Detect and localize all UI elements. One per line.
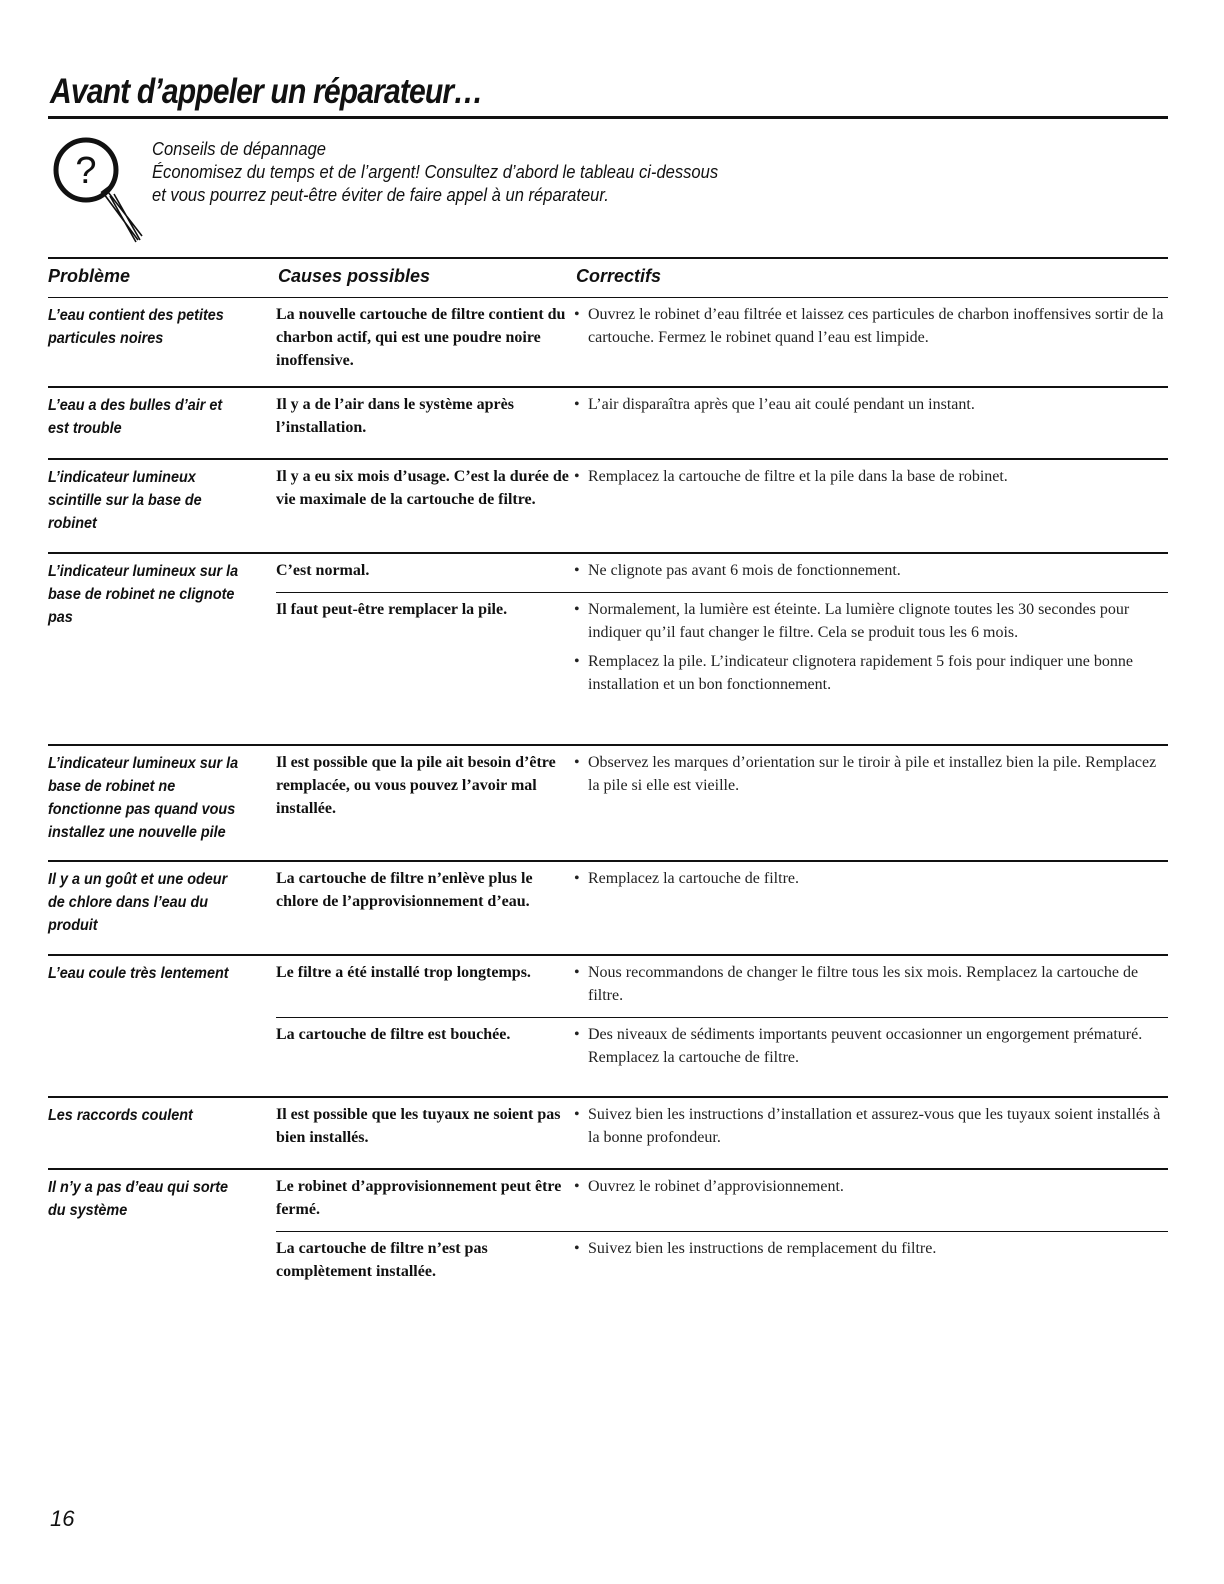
problem-cell: Il n’y a pas d’eau qui sorte du système bbox=[48, 1179, 229, 1219]
fixes-cell bbox=[574, 961, 1168, 1007]
fix-item: • Ouvrez le robinet d’approvisionnement. bbox=[574, 1175, 1168, 1198]
fixes-cell bbox=[574, 751, 1168, 820]
fixes-cell bbox=[574, 303, 1168, 372]
tips-line: et vous pourrez peut-être éviter de faire appel à un réparateur. bbox=[152, 185, 609, 205]
cause-cell: La nouvelle cartouche de filtre contient du charbon actif, qui est une poudre noire inoffensive. bbox=[276, 306, 566, 369]
table-body bbox=[48, 298, 1168, 1293]
fixes-cell bbox=[574, 598, 1168, 696]
tips-line: Économisez du temps et de l’argent! Consultez d’abord le tableau ci-dessous bbox=[152, 162, 719, 182]
cause-fix-pair bbox=[276, 862, 1168, 923]
magnifier-question-icon bbox=[52, 136, 148, 248]
table-row bbox=[48, 1096, 1168, 1168]
page-number: 16 bbox=[50, 1506, 75, 1531]
table-row bbox=[48, 458, 1168, 552]
cause-cell: C’est normal. bbox=[276, 562, 370, 579]
cause-cell: La cartouche de filtre n’enlève plus le chlore de l’approvisionnement d’eau. bbox=[276, 870, 533, 910]
troubleshooting-table bbox=[48, 257, 1168, 1293]
cause-cell: Il faut peut-être remplacer la pile. bbox=[276, 601, 508, 618]
fix-item: • Suivez bien les instructions d’installation et assurez-vous que les tuyaux soient installés à la bonne profondeur. bbox=[574, 1103, 1168, 1149]
fix-item: • Suivez bien les instructions de remplacement du filtre. bbox=[574, 1237, 1168, 1260]
header-fixes: Correctifs bbox=[576, 266, 662, 286]
table-header bbox=[48, 257, 1168, 298]
cause-fix-pair bbox=[276, 554, 1168, 592]
fix-item: • L’air disparaîtra après que l’eau ait coulé pendant un instant. bbox=[574, 393, 1168, 416]
page-title: Avant d’appeler un réparateur… bbox=[50, 72, 483, 111]
tips-block bbox=[152, 138, 980, 207]
cause-fix-pair bbox=[276, 1170, 1168, 1231]
fix-item: • Normalement, la lumière est éteinte. La lumière clignote toutes les 30 secondes pour indiquer qu’il faut changer le filtre. Cela se produit tous les 6 mois. bbox=[574, 598, 1168, 644]
cause-fix-pair bbox=[276, 388, 1168, 449]
cause-cell: Le robinet d’approvisionnement peut être fermé. bbox=[276, 1178, 562, 1218]
cause-cell: Le filtre a été installé trop longtemps. bbox=[276, 964, 531, 981]
problem-cell: L’indicateur lumineux scintille sur la base de robinet bbox=[48, 469, 202, 532]
cause-fix-pair bbox=[276, 1017, 1168, 1079]
cause-fix-pair bbox=[276, 956, 1168, 1017]
problem-cell: L’eau contient des petites particules noires bbox=[48, 307, 224, 347]
cause-fix-pair bbox=[276, 592, 1168, 706]
cause-cell: Il est possible que la pile ait besoin d’être remplacée, ou vous pouvez l’avoir mal installée. bbox=[276, 754, 556, 817]
problem-cell: L’eau coule très lentement bbox=[48, 965, 229, 982]
fix-item: • Observez les marques d’orientation sur le tiroir à pile et installez bien la pile. Remplacez la pile si elle est vieille. bbox=[574, 751, 1168, 797]
table-row bbox=[48, 298, 1168, 386]
table-row bbox=[48, 860, 1168, 954]
fixes-cell bbox=[574, 867, 1168, 913]
table-row bbox=[48, 1168, 1168, 1293]
table-row bbox=[48, 954, 1168, 1096]
problem-cell: L’eau a des bulles d’air et est trouble bbox=[48, 397, 223, 437]
title-rule bbox=[48, 116, 1168, 119]
fix-item: • Remplacez la cartouche de filtre et la pile dans la base de robinet. bbox=[574, 465, 1168, 488]
table-row bbox=[48, 552, 1168, 744]
cause-cell: Il y a de l’air dans le système après l’installation. bbox=[276, 396, 514, 436]
fixes-cell bbox=[574, 393, 1168, 439]
fix-item: • Remplacez la cartouche de filtre. bbox=[574, 867, 1168, 890]
cause-fix-pair bbox=[276, 746, 1168, 830]
problem-cell: Il y a un goût et une odeur de chlore dans l’eau du produit bbox=[48, 871, 228, 934]
cause-fix-pair bbox=[276, 298, 1168, 382]
cause-cell: La cartouche de filtre n’est pas complètement installée. bbox=[276, 1240, 488, 1280]
cause-fix-pair bbox=[276, 1098, 1168, 1159]
tips-heading: Conseils de dépannage bbox=[152, 139, 327, 159]
fixes-cell bbox=[574, 1237, 1168, 1283]
fixes-cell bbox=[574, 1023, 1168, 1069]
header-problem: Problème bbox=[48, 266, 131, 286]
fixes-cell bbox=[574, 1175, 1168, 1221]
fix-item: • Des niveaux de sédiments importants peuvent occasionner un engorgement prématuré. Remplacez la cartouche de filtre. bbox=[574, 1023, 1168, 1069]
problem-cell: L’indicateur lumineux sur la base de robinet ne fonctionne pas quand vous installez une nouvelle pile bbox=[48, 755, 239, 841]
cause-fix-pair bbox=[276, 1231, 1168, 1293]
problem-cell: Les raccords coulent bbox=[48, 1107, 193, 1124]
fixes-cell bbox=[574, 1103, 1168, 1149]
fix-item: • Ne clignote pas avant 6 mois de fonctionnement. bbox=[574, 559, 1168, 582]
fixes-cell bbox=[574, 465, 1168, 511]
svg-text:?: ? bbox=[75, 150, 97, 192]
fix-item: • Remplacez la pile. L’indicateur clignotera rapidement 5 fois pour indiquer une bonne installation et un bon fonctionnement. bbox=[574, 650, 1168, 696]
cause-cell: Il y a eu six mois d’usage. C’est la durée de vie maximale de la cartouche de filtre. bbox=[276, 468, 569, 508]
table-row bbox=[48, 386, 1168, 458]
fix-item: • Nous recommandons de changer le filtre tous les six mois. Remplacez la cartouche de filtre. bbox=[574, 961, 1168, 1007]
fixes-cell bbox=[574, 559, 1168, 582]
problem-cell: L’indicateur lumineux sur la base de robinet ne clignote pas bbox=[48, 563, 239, 626]
cause-cell: Il est possible que les tuyaux ne soient pas bien installés. bbox=[276, 1106, 561, 1146]
cause-cell: La cartouche de filtre est bouchée. bbox=[276, 1026, 511, 1043]
cause-fix-pair bbox=[276, 460, 1168, 521]
fix-item: • Ouvrez le robinet d’eau filtrée et laissez ces particules de charbon inoffensives sortir de la cartouche. Fermez le robinet quand l’eau est limpide. bbox=[574, 303, 1168, 349]
header-causes: Causes possibles bbox=[278, 266, 431, 286]
table-row bbox=[48, 744, 1168, 860]
